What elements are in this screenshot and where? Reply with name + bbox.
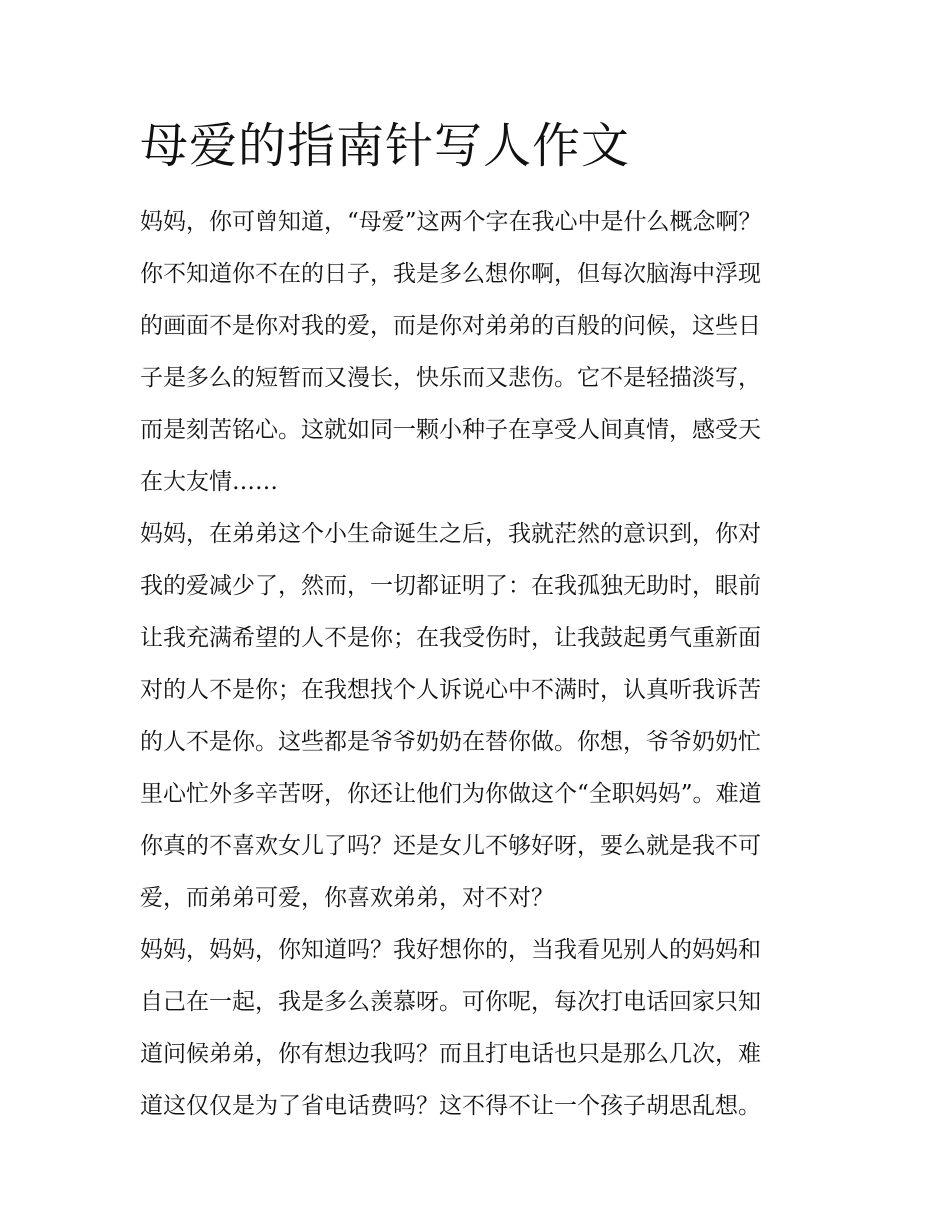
body-line: 妈妈，妈妈，你知道吗？我好想你的，当我看见别人的妈妈和: [140, 937, 761, 963]
body-line: 道这仅仅是为了省电话费吗？这不得不让一个孩子胡思乱想。: [140, 1093, 761, 1119]
body-line: 你真的不喜欢女儿了吗？还是女儿不够好呀，要么就是我不可: [140, 833, 761, 859]
body-line: 道问候弟弟，你有想边我吗？而且打电话也只是那么几次，难: [140, 1041, 761, 1067]
body-line: 的人不是你。这些都是爷爷奶奶在替你做。你想，爷爷奶奶忙: [140, 729, 761, 755]
document-title: 母爱的指南针写人作文: [140, 118, 631, 174]
body-line: 我的爱减少了，然而，一切都证明了：在我孤独无助时，眼前: [140, 573, 761, 599]
document-body: [140, 196, 812, 1132]
body-line: 而是刻苦铭心。这就如同一颗小种子在享受人间真情，感受天: [140, 417, 761, 443]
body-line: 里心忙外多辛苦呀，你还让他们为你做这个“全职妈妈”。难道: [140, 781, 762, 807]
body-line: 妈妈，在弟弟这个小生命诞生之后，我就茫然的意识到，你对: [140, 521, 761, 547]
body-line: 的画面不是你对我的爱，而是你对弟弟的百般的问候，这些日: [140, 313, 761, 339]
body-line: 让我充满希望的人不是你；在我受伤时，让我鼓起勇气重新面: [140, 625, 761, 651]
body-line: 你不知道你不在的日子，我是多么想你啊，但每次脑海中浮现: [140, 261, 761, 287]
body-line: 自己在一起，我是多么羡慕呀。可你呢，每次打电话回家只知: [140, 989, 761, 1015]
body-line: 子是多么的短暂而又漫长，快乐而又悲伤。它不是轻描淡写，: [140, 365, 761, 391]
body-line: 对的人不是你；在我想找个人诉说心中不满时，认真听我诉苦: [140, 677, 761, 703]
body-line: 爱，而弟弟可爱，你喜欢弟弟，对不对？: [140, 885, 554, 911]
body-line: 妈妈，你可曾知道，“母爱”这两个字在我心中是什么概念啊？: [140, 209, 762, 235]
body-line: 在大友情……: [140, 469, 278, 495]
